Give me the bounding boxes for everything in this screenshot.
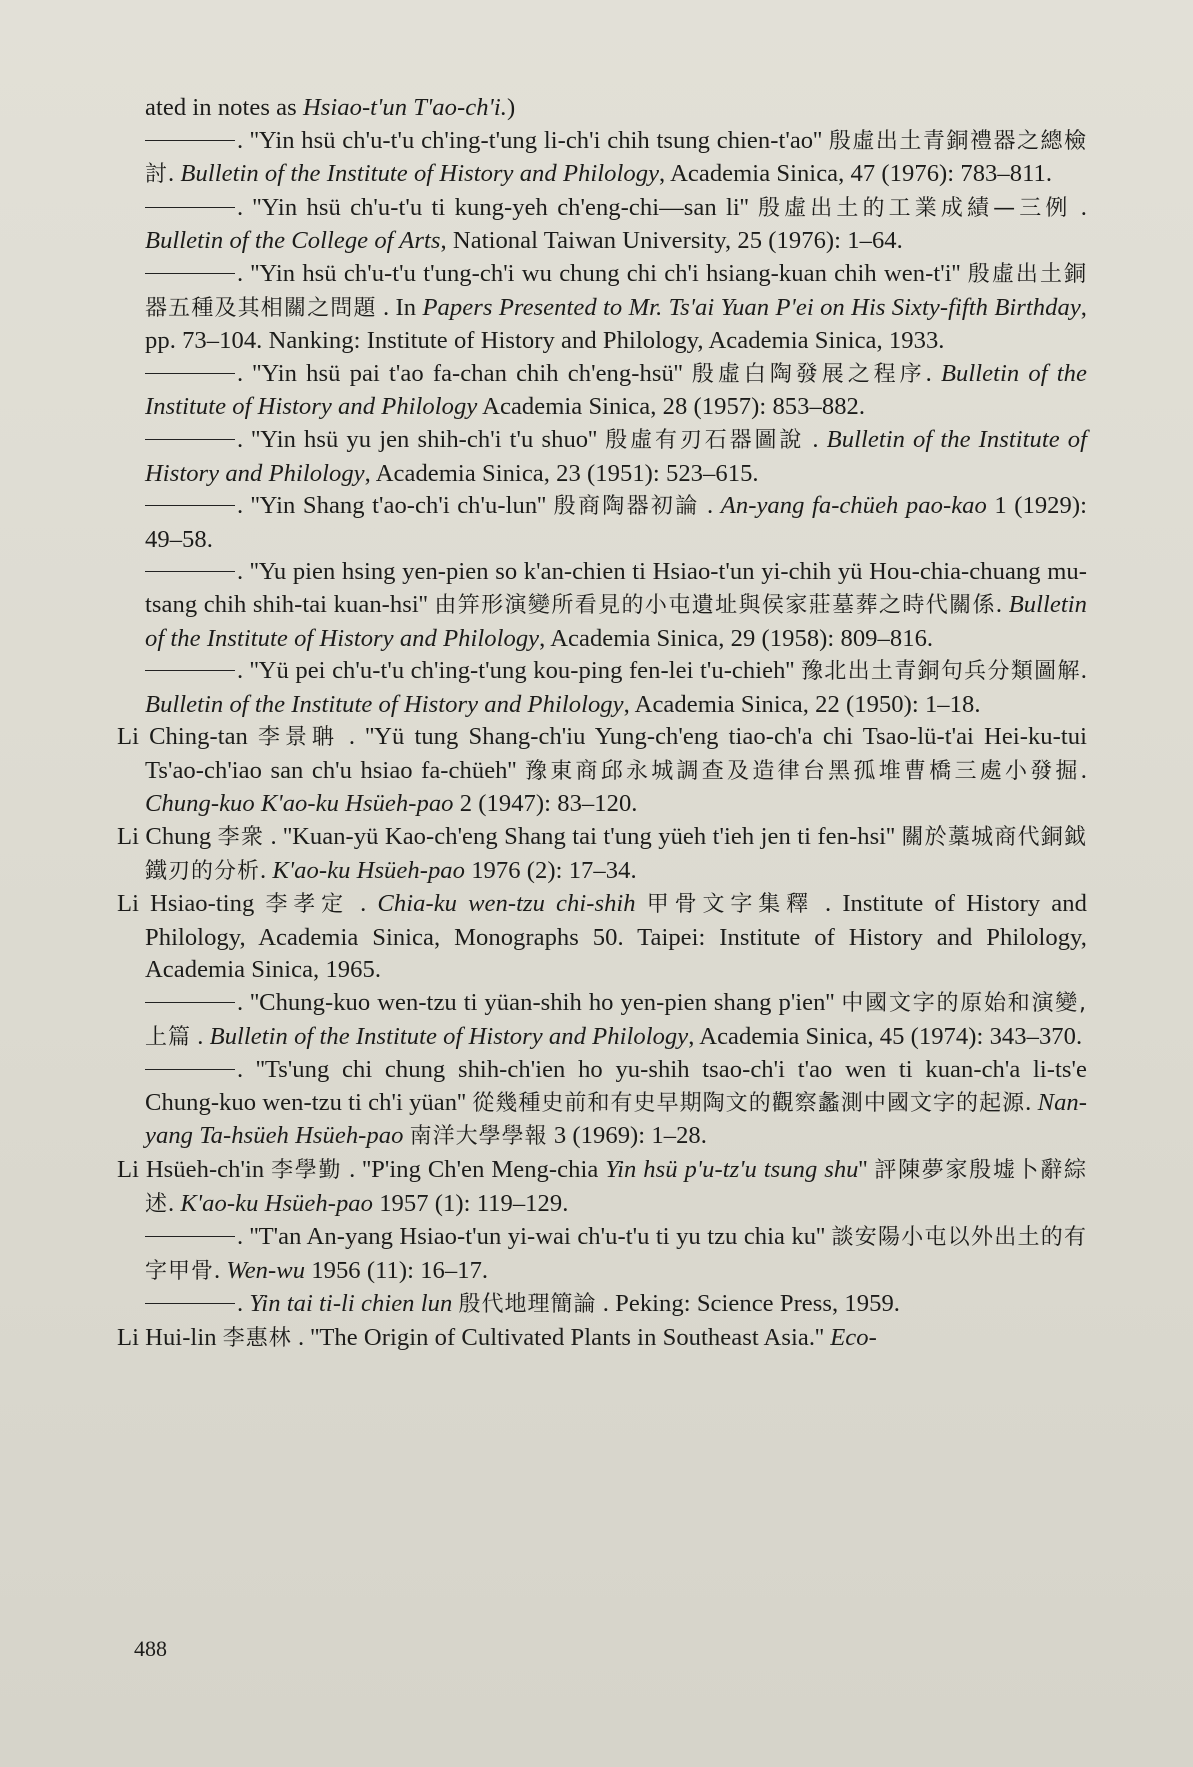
chinese-title: 南洋大學學報 xyxy=(409,1124,548,1150)
entry-text: , Academia Sinica, 23 (1951): 523–615. xyxy=(364,459,759,487)
italic-title: An-yang fa-chüeh pao-kao xyxy=(720,492,987,520)
entry-text: , National Taiwan University, 25 (1976): 1–64. xyxy=(440,227,903,255)
entry-text: 1976 (2): 17–34. xyxy=(465,856,637,884)
italic-title: K'ao-ku Hsüeh-pao xyxy=(180,1189,374,1217)
repeat-author-rule xyxy=(145,1236,235,1237)
bibliography-entry xyxy=(117,258,1087,358)
chinese-title: 從幾種史前和有史早期陶文的觀察蠡測中國文字的起源 xyxy=(472,1090,1026,1116)
bibliography-entry xyxy=(117,655,1087,721)
chinese-title: 甲骨文字集釋 xyxy=(646,892,814,918)
italic-title: Yin hsü p'u-tz'u tsung shu xyxy=(605,1156,859,1183)
entry-text: Academia Sinica, 28 (1957): 853–882. xyxy=(477,393,866,421)
repeat-author-rule xyxy=(145,273,235,274)
chinese-title: 中國文字的原始和演變,上篇 xyxy=(145,991,1087,1050)
entry-text: . ''P'ing Ch'en Meng-chia xyxy=(342,1156,606,1183)
bibliography-entry xyxy=(117,721,1087,821)
entry-text: . ''Yin hsü ch'u-t'u ch'ing-t'ung li-ch'i chih tsung chien-t'ao'' xyxy=(237,126,829,154)
italic-title: Bulletin of the Institute of History and Philology xyxy=(145,590,1087,652)
entry-text: . xyxy=(1071,193,1087,221)
repeat-author-rule xyxy=(145,670,235,671)
chinese-title: 殷代地理簡論 xyxy=(458,1292,597,1318)
entry-text: . xyxy=(699,492,721,520)
entry-text: 1956 (11): 16–17. xyxy=(305,1256,489,1284)
bibliography-page xyxy=(117,92,1087,1356)
repeat-author-rule xyxy=(145,439,235,440)
entry-text: , Academia Sinica, 29 (1958): 809–816. xyxy=(539,624,934,652)
entry-text: . ''Yin hsü ch'u-t'u ti kung-yeh ch'eng-chi—san li'' xyxy=(237,193,759,221)
chinese-title: 殷虛出土銅器五種及其相關之問題 xyxy=(145,261,1087,321)
entry-text: . xyxy=(804,425,827,453)
entry-text: '' xyxy=(858,1156,875,1183)
italic-title: Papers Presented to Mr. Ts'ai Yuan P'ei on His Sixty-fifth Birthday xyxy=(422,293,1081,321)
chinese-title: 殷虛有刃石器圖說 xyxy=(605,427,805,453)
chinese-title: 由笄形演變所看見的小屯遺址與侯家莊墓葬之時代關係 xyxy=(434,592,996,618)
bibliography-entry xyxy=(117,888,1087,987)
entry-text: Li Chung xyxy=(117,823,218,851)
entry-text: Li Hsüeh-ch'in xyxy=(117,1156,272,1183)
entry-text: . In xyxy=(376,293,423,321)
chinese-title: 評陳夢家殷墟卜辭綜述 xyxy=(145,1158,1087,1217)
bibliography-entry xyxy=(117,1322,1087,1356)
chinese-title: 殷商陶器初論 xyxy=(553,494,700,520)
repeat-author-rule xyxy=(145,1002,235,1003)
entry-text xyxy=(636,890,647,917)
entry-text: . xyxy=(995,590,1009,618)
entry-text: . ''Yin hsü ch'u-t'u t'ung-ch'i wu chung chi ch'i hsiang-kuan chih wen-t'i'' xyxy=(237,259,968,287)
entry-text: , Academia Sinica, 47 (1976): 783–811. xyxy=(659,160,1053,188)
italic-title: Wen-wu xyxy=(226,1256,306,1284)
bibliography-entry xyxy=(117,92,1087,125)
entry-text: , pp. 73–104. Nanking: Institute of History and Philology, Academia Sinica, 1933. xyxy=(145,293,1087,355)
entry-text: . xyxy=(168,160,181,188)
chinese-title: 豫東商邱永城調查及造律台黑孤堆曹橋三處小發掘 xyxy=(524,758,1081,784)
entry-text: Li Hui-lin xyxy=(117,1323,223,1351)
entry-text: Li Ching-tan xyxy=(117,723,259,751)
bibliography-entry xyxy=(117,490,1087,556)
entry-text: . xyxy=(191,1022,210,1050)
italic-title: Hsiao-t'un T'ao-ch'i. xyxy=(302,94,507,121)
entry-text: . xyxy=(168,1189,181,1217)
entry-text: . xyxy=(214,1256,227,1284)
repeat-author-rule xyxy=(145,571,235,572)
entry-text: 1 (1929): 49–58. xyxy=(145,492,1087,553)
entry-text: Li Hsiao-ting xyxy=(117,890,266,918)
chinese-title: 關於藁城商代銅鉞鐵刃的分析 xyxy=(145,825,1087,884)
bibliography-entry xyxy=(117,1154,1087,1221)
repeat-author-rule xyxy=(145,207,235,208)
page-number: 488 xyxy=(134,1636,167,1661)
entry-text: . ''Yin hsü yu jen shih-ch'i t'u shuo'' xyxy=(237,425,606,453)
entry-text: ated in notes as xyxy=(145,94,303,121)
chinese-title: 殷虛出土青銅禮器之總檢討 xyxy=(145,128,1087,188)
bibliography-entry xyxy=(117,556,1087,655)
entry-text: , Academia Sinica, 45 (1974): 343–370. xyxy=(688,1022,1083,1050)
chinese-title: 殷虛出土的工業成績—三例 xyxy=(758,195,1072,221)
italic-title: Bulletin of the Institute of History and Philology xyxy=(209,1022,689,1050)
entry-text: . xyxy=(349,890,378,918)
bibliography-entry xyxy=(117,424,1087,490)
repeat-author-rule xyxy=(145,1069,235,1070)
italic-title: Chung-kuo K'ao-ku Hsüeh-pao xyxy=(145,790,454,818)
entry-text: . ''Yu pien hsing yen-pien so k'an-chien ti Hsiao-t'un yi-chih yü Hou-chia-chuang mu-tsang chih shih-tai kuan-hsi'' xyxy=(145,558,1087,618)
entry-text: 1957 (1): 119–129. xyxy=(373,1189,569,1217)
entry-text: . xyxy=(1080,657,1087,685)
entry-text: 3 (1969): 1–28. xyxy=(547,1122,707,1150)
repeat-author-rule xyxy=(145,373,235,374)
chinese-title: 李惠林 xyxy=(222,1325,292,1351)
italic-title: Bulletin of the Institute of History and Philology xyxy=(145,359,1087,421)
entry-text: . ''Kuan-yü Kao-ch'eng Shang tai t'ung yüeh t'ieh jen ti fen-hsi'' xyxy=(264,823,902,851)
entry-text: . ''Yin Shang t'ao-ch'i ch'u-lun'' xyxy=(237,492,554,520)
italic-title: Bulletin of the College of Arts xyxy=(145,227,441,255)
italic-title: Yin tai ti-li chien lun xyxy=(249,1290,453,1318)
chinese-title: 李景聃 xyxy=(258,725,339,751)
italic-title: Bulletin of the Institute of History and Philology xyxy=(145,690,624,718)
entry-text: . xyxy=(1025,1088,1038,1116)
chinese-title: 豫北出土青銅句兵分類圖解 xyxy=(800,659,1081,685)
entry-text: . ''T'an An-yang Hsiao-t'un yi-wai ch'u-t'u ti yu tzu chia ku'' xyxy=(237,1223,832,1251)
entry-text: . ''Yü tung Shang-ch'iu Yung-ch'eng tiao-ch'a chi Tsao-lü-t'ai Hei-ku-tui Ts'ao-ch'iao san ch'u hsiao fa-chüeh'' xyxy=(145,723,1087,784)
entry-text: ) xyxy=(506,94,516,121)
italic-title: Nan-yang Ta-hsüeh Hsüeh-pao xyxy=(145,1088,1087,1150)
entry-text: . ''Ts'ung chi chung shih-ch'ien ho yu-shih tsao-ch'i t'ao wen ti kuan-ch'a li-ts'e Chung-kuo wen-tzu ti ch'i yüan'' xyxy=(145,1056,1087,1116)
entry-text: . ''The Origin of Cultivated Plants in Southeast Asia.'' xyxy=(291,1323,831,1351)
bibliography-entry xyxy=(117,125,1087,192)
bibliography-entry xyxy=(117,192,1087,258)
chinese-title: 李孝定 xyxy=(265,892,350,918)
entry-text: . ''Yin hsü pai t'ao fa-chan chih ch'eng-hsü'' xyxy=(237,359,692,387)
italic-title: Eco- xyxy=(830,1323,877,1351)
entry-text: . Peking: Science Press, 1959. xyxy=(596,1290,901,1318)
bibliography-entry xyxy=(117,1288,1087,1322)
italic-title: Bulletin of the Institute of History and Philology xyxy=(180,160,660,188)
repeat-author-rule xyxy=(145,505,235,506)
italic-title: Chia-ku wen-tzu chi-shih xyxy=(377,890,636,918)
italic-title: K'ao-ku Hsüeh-pao xyxy=(272,856,466,884)
entry-text: . xyxy=(1080,756,1087,784)
bibliography-entry xyxy=(117,1054,1087,1154)
entry-text: 2 (1947): 83–120. xyxy=(453,790,638,818)
bibliography-entries xyxy=(117,92,1087,1356)
chinese-title: 殷虛白陶發展之程序 xyxy=(691,361,926,387)
repeat-author-rule xyxy=(145,1303,235,1304)
bibliography-entry xyxy=(117,1221,1087,1288)
bibliography-entry xyxy=(117,821,1087,888)
entry-text: . ''Chung-kuo wen-tzu ti yüan-shih ho yen-pien shang p'ien'' xyxy=(237,989,842,1017)
entry-text: , Academia Sinica, 22 (1950): 1–18. xyxy=(623,690,981,718)
entry-text: . xyxy=(925,359,941,387)
bibliography-entry xyxy=(117,987,1087,1054)
entry-text: . xyxy=(260,856,273,884)
entry-text: . ''Yü pei ch'u-t'u ch'ing-t'ung kou-ping fen-lei t'u-chieh'' xyxy=(237,657,801,685)
chinese-title: 李學勤 xyxy=(271,1158,343,1183)
bibliography-entry xyxy=(117,358,1087,424)
chinese-title: 李衆 xyxy=(217,825,265,851)
italic-title: Bulletin of the Institute of History and Philology xyxy=(145,425,1087,487)
entry-text: . xyxy=(237,1290,250,1318)
repeat-author-rule xyxy=(145,140,235,141)
chinese-title: 談安陽小屯以外出土的有字甲骨 xyxy=(145,1225,1087,1284)
entry-text: . Institute of History and Philology, Academia Sinica, Monographs 50. Taipei: Institute of History and Philology, Academia Sinica, 1965. xyxy=(145,890,1087,984)
